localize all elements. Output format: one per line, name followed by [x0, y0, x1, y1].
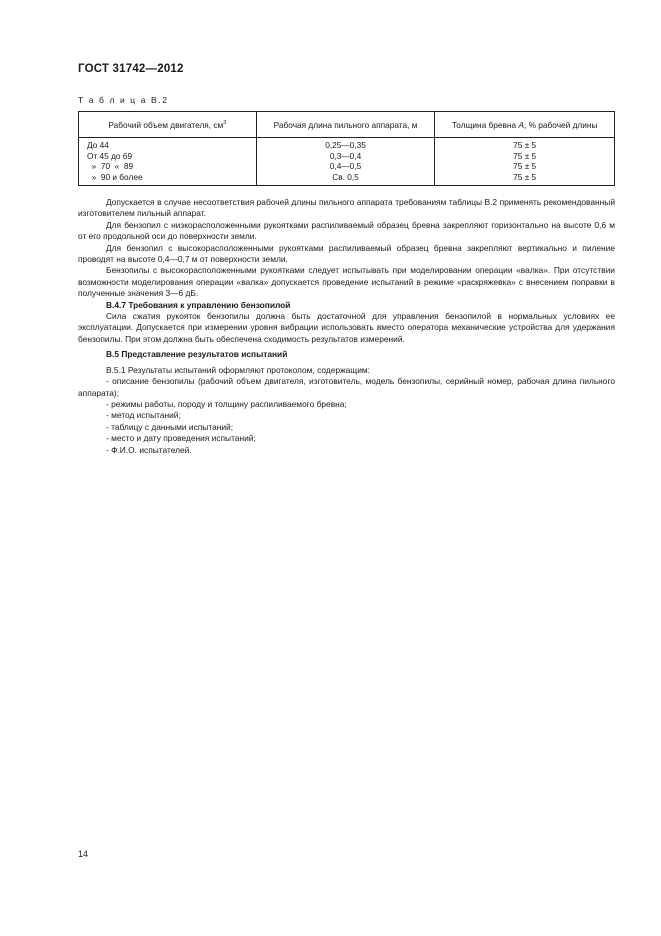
- paragraph: Для бензопил с высокорасположенными рукоятками распиливаемый образец бревна закрепляют вертикально и пиление проводят на высоте 0,4—0,7 м от поверхности земли.: [78, 242, 615, 265]
- table-cell: От 45 до 69: [87, 150, 133, 161]
- table-cell: » 90 и более: [87, 171, 143, 182]
- table-cell: Св. 0,5: [332, 171, 359, 182]
- table-cell: 75 ± 5: [513, 140, 537, 150]
- section-heading-b5: В.5 Представление результатов испытаний: [106, 349, 288, 360]
- table-cell: 0,4—0,5: [329, 161, 362, 171]
- paragraph: В.5.1 Результаты испытаний оформляют протоколом, содержащим:: [106, 364, 370, 375]
- paragraph: Бензопилы с высокорасположенными рукоятками следует испытывать при моделировании операции «валка». При отсутствии возможности моделирования операции «валка» допускается проведение испытаний в режиме «раскряжевка» с внесением поправки в полученные значения 3—6 дБ.: [78, 265, 615, 299]
- table-cell: 75 ± 5: [513, 150, 537, 161]
- table-cell: 0,3—0,4: [329, 150, 362, 161]
- table-caption: Т а б л и ц а В.2: [78, 95, 169, 105]
- column-header-engine-volume: [79, 112, 257, 138]
- column-header-bar-length: Рабочая длина пильного аппарата, м: [256, 112, 435, 138]
- unit-superscript: 3: [223, 119, 227, 126]
- list-item: - место и дату проведения испытаний;: [106, 433, 256, 444]
- specification-table: [78, 111, 615, 186]
- page-number: 14: [78, 849, 89, 859]
- column-header-label: Рабочий объем двигателя, см: [108, 119, 224, 130]
- paragraph: Сила сжатия рукояток бензопилы должна быть достаточной для управления бензопилой в нормальных условиях ее эксплуатации. Допускается при измерении уровня вибрации использовать вместо оператора механические устройства для удержания бензопилы. При этом должна быть обеспечена сходимость результатов измерений.: [78, 311, 615, 344]
- bar-length-cell: [256, 138, 435, 186]
- list-item: - описание бензопилы (рабочий объем двигателя, изготовитель, модель бензопилы, серийный номер, рабочая длина пильного аппарата);: [78, 376, 615, 398]
- table-cell: До 44: [87, 140, 109, 150]
- engine-volume-cell: [79, 138, 257, 186]
- section-heading-b47: В.4.7 Требования к управлению бензопилой: [106, 299, 291, 310]
- log-thickness-cell: [435, 138, 615, 186]
- table-row: [79, 138, 615, 186]
- list-item: - режимы работы, породу и толщину распиливаемого бревна;: [106, 398, 347, 409]
- document-header-title: ГОСТ 31742—2012: [78, 63, 184, 75]
- list-item: - Ф.И.О. испытателей.: [106, 444, 192, 455]
- table-cell: 75 ± 5: [513, 161, 537, 171]
- column-header-log-thickness: Толщина бревна A, % рабочей длины: [435, 112, 615, 138]
- list-item: - таблицу с данными испытаний;: [106, 421, 234, 432]
- body-text: [78, 197, 615, 456]
- table-cell: » 70 « 89: [87, 161, 134, 171]
- table-header-row: [79, 112, 615, 138]
- paragraph: Для бензопил с низкорасположенными рукоятками распиливаемый образец бревна закрепляют горизонтально на высоте 0,6 м от его продольной оси до поверхности земли.: [78, 219, 615, 242]
- list-item: - метод испытаний;: [106, 410, 181, 421]
- table-cell: 75 ± 5: [513, 171, 537, 182]
- table-cell: 0,25—0,35: [325, 140, 366, 150]
- paragraph: Допускается в случае несоответствия рабочей длины пильного аппарата требованиям таблицы В.2 применять рекомендованный изготовителем пильный аппарат.: [78, 197, 615, 219]
